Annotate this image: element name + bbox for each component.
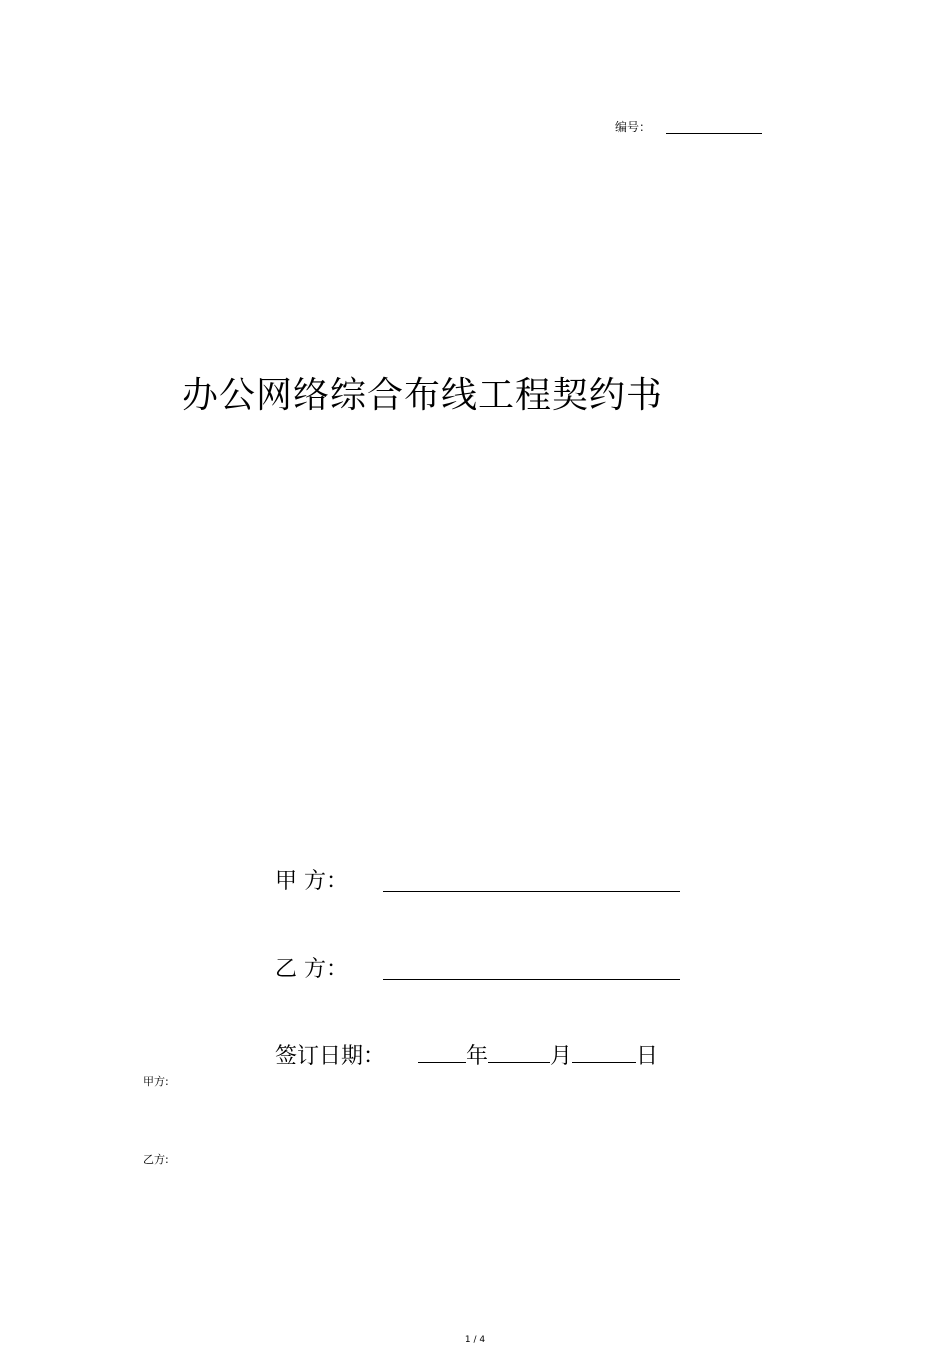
document-number-label: 编号： — [615, 120, 652, 134]
document-number-blank — [666, 133, 762, 134]
sign-date-fields — [418, 1042, 658, 1072]
day-unit: 日 — [636, 1044, 659, 1069]
year-blank — [418, 1062, 466, 1063]
page-number: 1 / 4 — [464, 1335, 486, 1345]
month-blank — [488, 1062, 550, 1063]
contract-title: 办公网络综合布线工程契约书 — [182, 375, 664, 416]
party-b-blank — [383, 979, 680, 980]
sign-date-label: 签订日期： — [275, 1044, 386, 1069]
party-a-label: 甲 方： — [275, 869, 348, 894]
party-b-signature-label: 乙方: — [143, 1153, 169, 1166]
day-blank — [572, 1062, 636, 1063]
month-unit: 月 — [550, 1044, 573, 1069]
party-b-label: 乙 方： — [275, 957, 348, 982]
party-a-signature-label: 甲方: — [143, 1075, 169, 1088]
party-a-blank — [383, 891, 680, 892]
year-unit: 年 — [466, 1044, 489, 1069]
